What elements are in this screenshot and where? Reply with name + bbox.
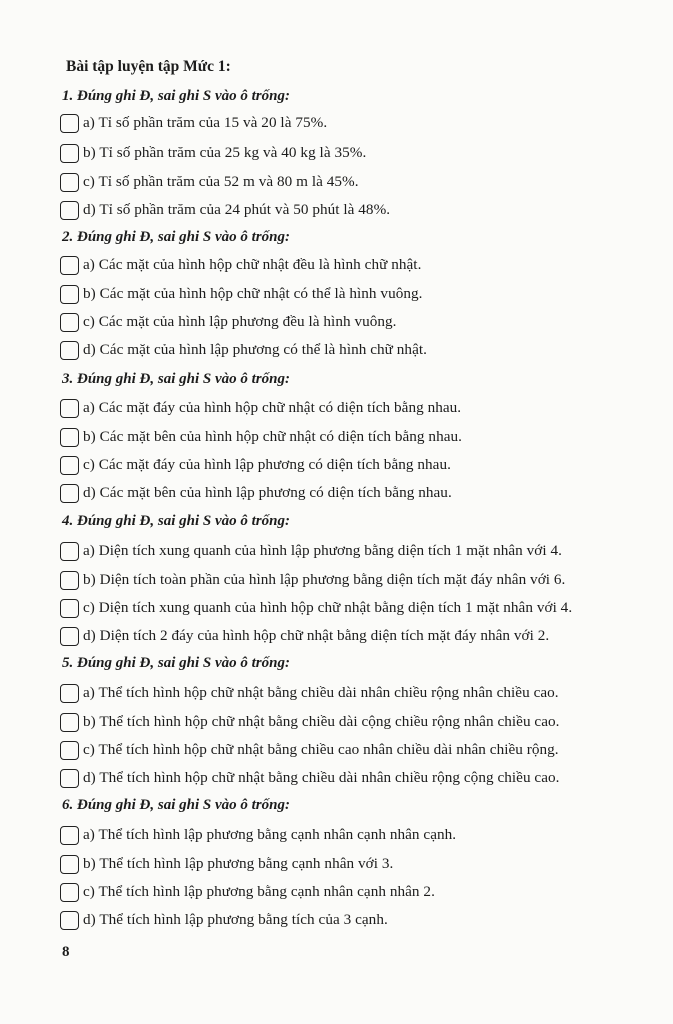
answer-checkbox[interactable] [60,571,79,590]
question-1-item-b [60,142,366,164]
question-5-item-b [60,711,560,733]
answer-checkbox[interactable] [60,542,79,561]
answer-checkbox[interactable] [60,627,79,646]
question-5-item-c [60,739,559,761]
question-5-title: 5. Đúng ghi Đ, sai ghi S vào ô trống: [62,655,290,671]
answer-checkbox[interactable] [60,144,79,163]
question-4-item-b [60,569,565,591]
answer-checkbox[interactable] [60,313,79,332]
item-text: a) Các mặt của hình hộp chữ nhật đều là hình chữ nhật. [83,256,422,273]
question-5-item-d [60,767,560,789]
question-3-title: 3. Đúng ghi Đ, sai ghi S vào ô trống: [62,371,290,387]
answer-checkbox[interactable] [60,826,79,845]
item-text: d) Thể tích hình hộp chữ nhật bằng chiều dài nhân chiều rộng cộng chiều cao. [83,769,560,786]
answer-checkbox[interactable] [60,456,79,475]
answer-checkbox[interactable] [60,484,79,503]
question-6-title: 6. Đúng ghi Đ, sai ghi S vào ô trống: [62,797,290,813]
item-text: b) Diện tích toàn phần của hình lập phương bằng diện tích mặt đáy nhân với 6. [83,571,566,588]
question-4-item-a [60,540,562,562]
item-text: a) Thể tích hình lập phương bằng cạnh nhân cạnh nhân cạnh. [83,826,457,843]
answer-checkbox[interactable] [60,883,79,902]
question-6-item-c [60,881,435,903]
answer-checkbox[interactable] [60,684,79,703]
item-text: b) Thể tích hình lập phương bằng cạnh nhân với 3. [83,855,394,872]
question-2-title: 2. Đúng ghi Đ, sai ghi S vào ô trống: [62,229,290,245]
item-text: a) Diện tích xung quanh của hình lập phương bằng diện tích 1 mặt nhân với 4. [83,542,562,559]
question-6-item-d [60,909,388,931]
answer-checkbox[interactable] [60,173,79,192]
question-3-item-c [60,454,451,476]
item-text: b) Tỉ số phần trăm của 25 kg và 40 kg là 35%. [83,144,367,161]
item-text: c) Diện tích xung quanh của hình hộp chữ nhật bằng diện tích 1 mặt nhân với 4. [83,599,573,616]
answer-checkbox[interactable] [60,201,79,220]
question-1-title: 1. Đúng ghi Đ, sai ghi S vào ô trống: [62,88,290,104]
answer-checkbox[interactable] [60,855,79,874]
question-2-item-d [60,339,427,361]
question-3-item-a [60,397,461,419]
question-4-item-c [60,597,572,619]
item-text: b) Các mặt bên của hình hộp chữ nhật có diện tích bằng nhau. [83,428,462,445]
question-3-item-b [60,426,462,448]
item-text: b) Các mặt của hình hộp chữ nhật có thể là hình vuông. [83,285,423,302]
question-2-item-a [60,254,421,276]
question-4-title: 4. Đúng ghi Đ, sai ghi S vào ô trống: [62,513,290,529]
answer-checkbox[interactable] [60,428,79,447]
item-text: b) Thể tích hình hộp chữ nhật bằng chiều dài cộng chiều rộng nhân chiều cao. [83,713,560,730]
answer-checkbox[interactable] [60,399,79,418]
question-1-item-d [60,199,390,221]
item-text: c) Thể tích hình hộp chữ nhật bằng chiều cao nhân chiều dài nhân chiều rộng. [83,741,559,758]
item-text: a) Các mặt đáy của hình hộp chữ nhật có diện tích bằng nhau. [83,399,462,416]
question-1-item-a [60,112,327,134]
question-5-item-a [60,682,559,704]
item-text: d) Các mặt của hình lập phương có thể là hình chữ nhật. [83,341,427,358]
answer-checkbox[interactable] [60,911,79,930]
question-2-item-c [60,311,397,333]
question-6-item-b [60,853,393,875]
item-text: d) Diện tích 2 đáy của hình hộp chữ nhật bằng diện tích mặt đáy nhân với 2. [83,627,550,644]
item-text: d) Thể tích hình lập phương bằng tích của 3 cạnh. [83,911,388,928]
item-text: a) Thể tích hình hộp chữ nhật bằng chiều dài nhân chiều rộng nhân chiều cao. [83,684,559,701]
question-6-item-a [60,824,456,846]
question-3-item-d [60,482,452,504]
answer-checkbox[interactable] [60,769,79,788]
item-text: d) Các mặt bên của hình lập phương có diện tích bằng nhau. [83,484,452,501]
item-text: c) Thể tích hình lập phương bằng cạnh nhân cạnh nhân 2. [83,883,435,900]
answer-checkbox[interactable] [60,713,79,732]
page-number: 8 [62,944,70,960]
answer-checkbox[interactable] [60,285,79,304]
item-text: c) Các mặt của hình lập phương đều là hình vuông. [83,313,397,330]
question-4-item-d [60,625,549,647]
section-heading: Bài tập luyện tập Mức 1: [66,58,231,75]
answer-checkbox[interactable] [60,256,79,275]
answer-checkbox[interactable] [60,114,79,133]
item-text: c) Các mặt đáy của hình lập phương có diện tích bằng nhau. [83,456,451,473]
question-1-item-c [60,171,359,193]
answer-checkbox[interactable] [60,599,79,618]
item-text: a) Tỉ số phần trăm của 15 và 20 là 75%. [83,114,328,131]
item-text: d) Tỉ số phần trăm của 24 phút và 50 phút là 48%. [83,201,391,218]
question-2-item-b [60,283,423,305]
answer-checkbox[interactable] [60,741,79,760]
answer-checkbox[interactable] [60,341,79,360]
item-text: c) Tỉ số phần trăm của 52 m và 80 m là 45%. [83,173,359,190]
